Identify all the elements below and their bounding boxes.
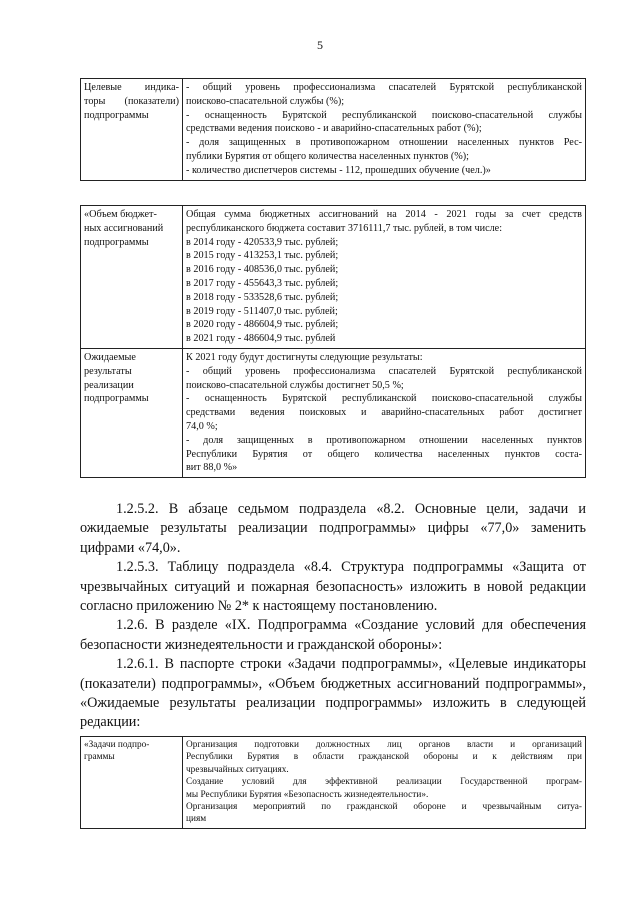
content-line: - доля защищенных в противопожарном отношении населенных пунктов Рес- <box>186 137 582 149</box>
content-line: поисково-спасательной службы (%); <box>186 95 345 107</box>
paragraph-1-2-5-2: 1.2.5.2. В абзаце седьмом подраздела «8.2. Основные цели, задачи и ожидаемые результаты реализации подпрограммы» цифры «77,0» заменить цифрами «74,0». <box>80 501 586 556</box>
tasks-table <box>80 736 586 829</box>
row-content-cell <box>183 79 586 181</box>
content-line: мы Республики Бурятия «Безопасность жизнедеятельности». <box>186 789 429 800</box>
row-label-cell <box>81 206 183 349</box>
content-line: К 2021 году будут достигнуты следующие результаты: <box>186 351 423 363</box>
table-row <box>81 737 586 829</box>
indicators-table <box>80 78 586 181</box>
content-line: Организация подготовки должностных лиц органов власти и организаций <box>186 740 582 750</box>
content-line: - доля защищенных в противопожарном отношении населенных пунктов <box>186 434 582 446</box>
row-label-line: результаты <box>84 365 132 377</box>
content-line: в 2020 году - 486604,9 тыс. рублей; <box>186 319 339 331</box>
row-label-line: подпрограммы <box>84 393 149 405</box>
content-line: в 2014 году - 420533,9 тыс. рублей; <box>186 236 339 248</box>
row-label-line: «Объем бюджет- <box>84 209 157 220</box>
content-line: чрезвычайных ситуациях. <box>186 764 289 775</box>
row-label-line: торы (показатели) <box>84 95 179 107</box>
content-line: - общий уровень профессионализма спасателей Бурятской республиканской <box>186 82 582 93</box>
row-label-line: реализации <box>84 379 134 391</box>
row-label-line: подпрограммы <box>84 109 149 121</box>
content-line: циям <box>186 814 207 825</box>
document-body <box>80 500 586 733</box>
content-line: - общий уровень профессионализма спасателей Бурятской республиканской <box>186 365 582 377</box>
content-line: Создание условий для эффективной реализации Государственной програм- <box>186 777 582 788</box>
row-content-cell <box>183 206 586 349</box>
row-label-cell <box>81 79 183 181</box>
row-label-line: подпрограммы <box>84 236 149 248</box>
row-label-line: Ожидаемые <box>84 351 136 363</box>
row-label-cell <box>81 348 183 477</box>
table-row <box>81 206 586 349</box>
row-content-cell <box>183 348 586 477</box>
content-line: в 2017 году - 455643,3 тыс. рублей; <box>186 277 339 289</box>
content-line: публики Бурятия от общего количества населенных пунктов (%); <box>186 150 469 162</box>
content-line: Организация мероприятий по гражданской обороне и чрезвычайным ситуа- <box>186 802 582 813</box>
content-line: в 2018 году - 533528,6 тыс. рублей; <box>186 291 339 303</box>
paragraph-1-2-5-3: 1.2.5.3. Таблицу подраздела «8.4. Структура подпрограммы «Защита от чрезвычайных ситуаций и пожарная безопасность» изложить в новой редакции согласно приложению № 2* к настоящему постановлению. <box>80 559 586 615</box>
content-line: республиканского бюджета составит 3716111,7 тыс. рублей, в том числе: <box>186 222 503 234</box>
content-line: - оснащенность Бурятской республиканской поисково-спасательной службы <box>186 393 582 405</box>
table-row <box>81 79 586 181</box>
content-line: Республики Бурятия от общего количества населенных пунктов соста- <box>186 448 582 460</box>
content-line: - оснащенность Бурятской республиканской поисково-спасательной службы <box>186 109 582 121</box>
budget-results-table <box>80 205 586 478</box>
page-number: 5 <box>317 38 323 52</box>
content-line: в 2021 году - 486604,9 тыс. рублей <box>186 333 336 345</box>
content-line: поисково-спасательной службы достигнет 50,5 %; <box>186 379 404 391</box>
paragraph-1-2-6-1: 1.2.6.1. В паспорте строки «Задачи подпрограммы», «Целевые индикаторы (показатели) подпрограммы», «Объем бюджетных ассигнований подпрограммы», «Ожидаемые результаты реализации подпрограммы» изложить в следующей редакции: <box>80 656 586 731</box>
content-line: Общая сумма бюджетных ассигнований на 2014 - 2021 годы за счет средств <box>186 209 582 220</box>
row-content-cell <box>183 737 586 829</box>
table-row <box>81 348 586 477</box>
content-line: в 2015 году - 413253,1 тыс. рублей; <box>186 250 339 262</box>
content-line: Республики Бурятия в области гражданской обороны и к действиям при <box>186 752 582 763</box>
content-line: 74,0 %; <box>186 420 218 432</box>
content-line: - количество диспетчеров системы - 112, прошедших обучение (чел.)» <box>186 164 491 176</box>
content-line: средствами ведения поисковых и аварийно-спасательных работ достигнет <box>186 407 582 419</box>
paragraph-1-2-6: 1.2.6. В разделе «IX. Подпрограмма «Создание условий для обеспечения безопасности жизнедеятельности и гражданской обороны»: <box>80 617 586 653</box>
content-line: в 2019 году - 511407,0 тыс. рублей; <box>186 305 338 317</box>
content-line: в 2016 году - 408536,0 тыс. рублей; <box>186 264 339 276</box>
content-line: вит 88,0 %» <box>186 462 238 474</box>
content-line: средствами ведения поисково - и аварийно-спасательных работ (%); <box>186 123 482 135</box>
row-label-line: ных ассигнований <box>84 222 164 234</box>
row-label-line: «Задачи подпро- <box>84 740 150 750</box>
row-label-line: граммы <box>84 752 115 763</box>
row-label-cell <box>81 737 183 829</box>
row-label-line: Целевые индика- <box>84 82 179 93</box>
